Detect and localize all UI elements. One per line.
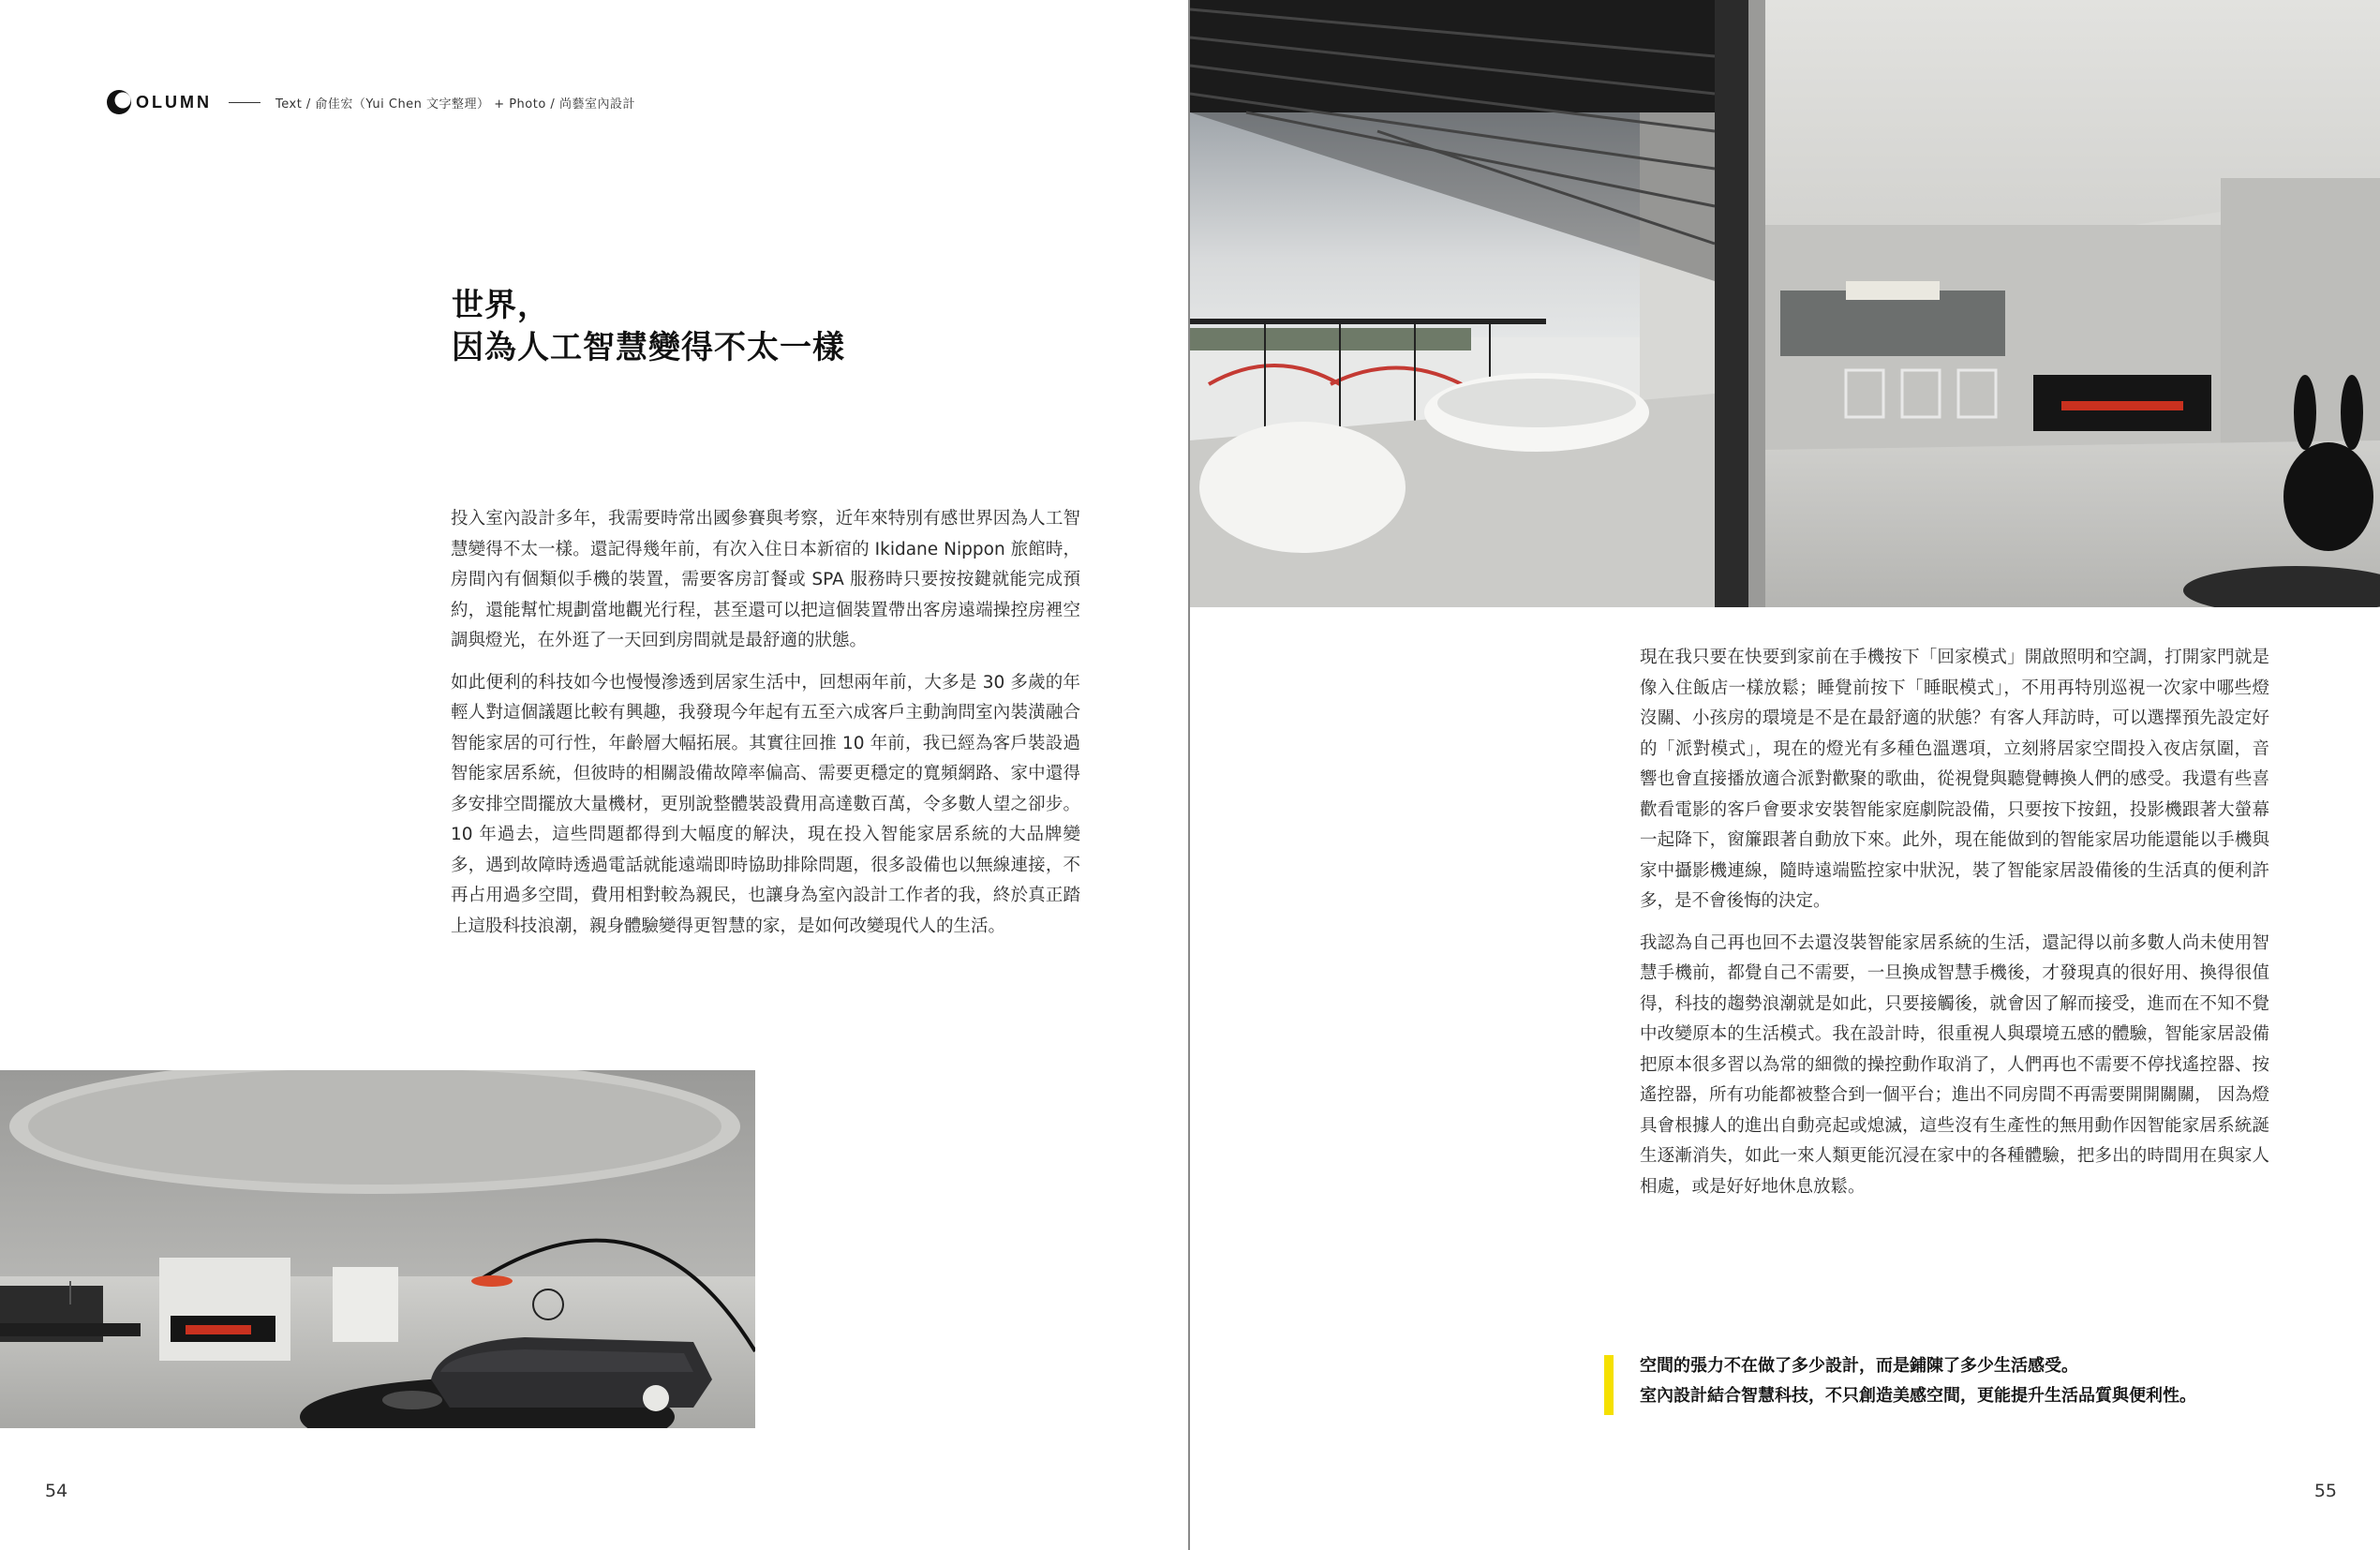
quote-accent-bar [1604,1355,1614,1415]
column-logo-text: OLUMN [136,92,212,112]
left-body-text [451,504,1080,953]
living-room-photo [0,1070,755,1428]
crescent-c-icon [105,88,133,116]
paragraph: 我認為自己再也回不去還沒裝智能家居系統的生活，還記得以前多數人尚未使用智慧手機前，都覺自己不需要，一旦換成智慧手機後，才發現真的很好用、換得很值得，科技的趨勢浪潮就是如此，只要接觸後，就會因了解而接受，進而在不知不覺中改變原本的生活模式。我在設計時，很重視人與環境五感的體驗，智能家居設備把原本很多習以為常的細微的操控動作取消了，人們再也不需要不停找遙控器、按遙控器，所有功能都被整合到一個平台；進出不同房間不再需要開開關關， 因為燈具會根據人的進出自動亮起或熄滅，這些沒有生產性的無用動作因智能家居系統誕生逐漸消失，如此一來人類更能沉浸在家中的各種體驗，把多出的時間用在與家人相處，或是好好地休息放鬆。 [1640,932,2269,1197]
column-header [105,88,635,116]
page-number-right: 55 [2313,1481,2337,1501]
pull-quote [1604,1351,2196,1415]
quote-line-2: 室內設計結合智慧科技，不只創造美感空間，更能提升生活品質與便利性。 [1640,1386,2196,1406]
quote-line-1: 空間的張力不在做了多少設計，而是鋪陳了多少生活感受。 [1640,1356,2078,1376]
right-body-text [1640,643,2269,1214]
page-number-left: 54 [45,1481,68,1501]
left-page [0,0,1188,1550]
paragraph: 如此便利的科技如今也慢慢滲透到居家生活中，回想兩年前，大多是 30 多歲的年輕人對這個議題比較有興趣，我發現今年起有五至六成客戶主動詢問室內裝潢融合智能家居的可行性，年齡層大幅拓展。其實往回推 10 年前，我已經為客戶裝設過智能家居系統，但彼時的相關設備故障率偏高、需要更穩定的寬頻網路、家中還得多安排空間擺放大量機材，更別說整體裝設費用高達數百萬，令多數人望之卻步。10 年過去，這些問題都得到大幅度的解決，現在投入智能家居系統的大品牌變多，遇到故障時透過電話就能遠端即時協助排除問題，很多設備也以無線連接，不再占用過多空間，費用相對較為親民，也讓身為室內設計工作者的我，終於真正踏上這股科技浪潮，親身體驗變得更智慧的家，是如何改變現代人的生活。 [451,672,1080,936]
right-page [1190,0,2380,1550]
paragraph: 現在我只要在快要到家前在手機按下「回家模式」開啟照明和空調，打開家門就是像入住飯店一樣放鬆；睡覺前按下「睡眠模式」，不用再特別巡視一次家中哪些燈沒關、小孩房的環境是不是在最舒適的狀態？有客人拜訪時，可以選擇預先設定好的「派對模式」，現在的燈光有多種色溫選項，立刻將居家空間投入夜店氛圍，音響也會直接播放適合派對歡聚的歌曲，從視覺與聽覺轉換人們的感受。我還有些喜歡看電影的客戶會要求安裝智能家庭劇院設備，只要按下按鈕，投影機跟著大螢幕一起降下，窗簾跟著自動放下來。此外，現在能做到的智能家居功能還能以手機與家中攝影機連線，隨時遠端監控家中狀況，裝了智能家居設備後的生活真的便利許多，是不會後悔的決定。 [1640,648,2269,911]
header-divider [229,102,260,103]
quote-text [1640,1351,2196,1415]
credit-line: Text / 俞佳宏（Yui Chen 文字整理） + Photo / 尚藝室內設計 [275,97,635,112]
column-logo [105,88,212,116]
paragraph: 投入室內設計多年，我需要時常出國參賽與考察，近年來特別有感世界因為人工智慧變得不太一樣。還記得幾年前，有次入住日本新宿的 Ikidane Nippon 旅館時，房間內有個類似手機的裝置，需要客房訂餐或 SPA 服務時只要按按鍵就能完成預約，還能幫忙規劃當地觀光行程，甚至還可以把這個裝置帶出客房遠端操控房裡空調與燈光，在外逛了一天回到房間就是最舒適的狀態。 [451,509,1080,650]
balcony-photo [1190,0,2380,607]
title-line-2: 因為人工智慧變得不太一樣 [452,329,845,366]
title-line-1: 世界， [452,287,550,324]
article-title [452,285,845,369]
